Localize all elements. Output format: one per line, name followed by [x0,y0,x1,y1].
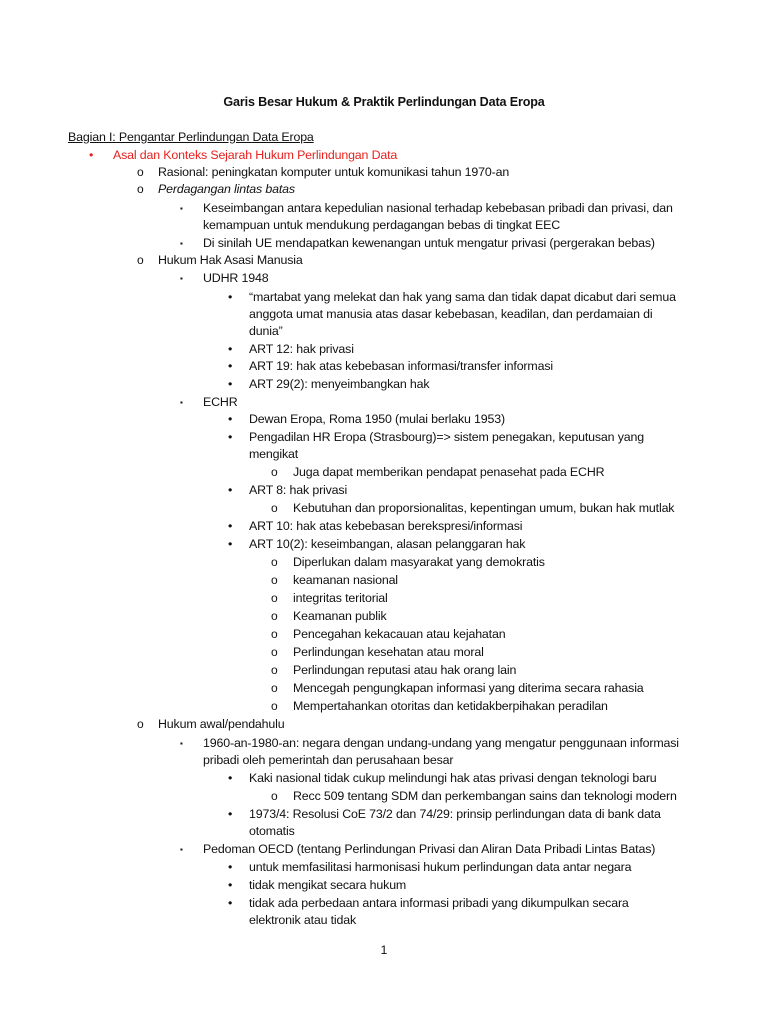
circle-bullet-icon: o [271,501,278,515]
outline-line: Keamanan publik [293,609,387,623]
circle-bullet-icon: o [271,645,278,659]
outline-line: Keseimbangan antara kepedulian nasional terhadap kebebasan pribadi dan privasi, dan [203,201,673,215]
outline-line: Mempertahankan otoritas dan ketidakberpihakan peradilan [293,699,608,713]
outline-line: anggota umat manusia atas dasar kebebasan, keadilan, dan perdamaian di [249,307,653,321]
dot-bullet-icon: • [228,430,233,444]
outline-line: ART 29(2): menyeimbangkan hak [249,377,430,391]
outline-line: Di sinilah UE mendapatkan kewenangan untuk mengatur privasi (pergerakan bebas) [203,236,655,250]
square-bullet-icon: ▪ [180,274,183,283]
outline-line: “martabat yang melekat dan hak yang sama dan tidak dapat dicabut dari semua [249,290,676,304]
outline-line: 1960-an-1980-an: negara dengan undang-undang yang mengatur penggunaan informasi [203,736,679,750]
outline-line: Mencegah pengungkapan informasi yang diterima secara rahasia [293,681,644,695]
outline-line: keamanan nasional [293,573,398,587]
outline-line: otomatis [249,824,295,838]
outline-line: ART 10(2): keseimbangan, alasan pelanggaran hak [249,537,526,551]
outline-line: 1973/4: Resolusi CoE 73/2 dan 74/29: prinsip perlindungan data di bank data [249,807,661,821]
outline-line: pribadi oleh pemerintah dan perusahaan besar [203,753,454,767]
outline-line: Perlindungan reputasi atau hak orang lain [293,663,517,677]
outline-line: ART 8: hak privasi [249,483,348,497]
outline-line: Kebutuhan dan proporsionalitas, kepentingan umum, bukan hak mutlak [293,501,675,515]
outline-line: untuk memfasilitasi harmonisasi hukum perlindungan data antar negara [249,860,632,874]
outline-line: Pencegahan kekacauan atau kejahatan [293,627,506,641]
outline-line: Recc 509 tentang SDM dan perkembangan sains dan teknologi modern [293,789,677,803]
outline-line: dunia” [249,324,283,338]
square-bullet-icon: ▪ [180,204,183,213]
circle-bullet-icon: o [137,253,144,267]
outline-line: Pengadilan HR Eropa (Strasbourg)=> sistem penegakan, keputusan yang [249,430,644,444]
circle-bullet-icon: o [271,681,278,695]
square-bullet-icon: ▪ [180,398,183,407]
square-bullet-icon: ▪ [180,739,183,748]
page-number: 1 [380,943,388,957]
circle-bullet-icon: o [271,465,278,479]
circle-bullet-icon: o [271,663,278,677]
outline-line: mengikat [249,447,299,461]
outline-line: Perdagangan lintas batas [158,182,295,196]
circle-bullet-icon: o [271,573,278,587]
outline-line: elektronik atau tidak [249,913,357,927]
circle-bullet-icon: o [271,555,278,569]
outline-line: Hukum Hak Asasi Manusia [158,253,303,267]
circle-bullet-icon: o [137,717,144,731]
outline-line: ECHR [203,395,238,409]
outline-line: tidak mengikat secara hukum [249,878,407,892]
dot-bullet-icon: • [228,359,233,373]
circle-bullet-icon: o [271,627,278,641]
outline-line: integritas teritorial [293,591,388,605]
outline-line: kemampuan untuk mendukung perdagangan bebas di tingkat EEC [203,218,561,232]
circle-bullet-icon: o [271,609,278,623]
section-heading: Bagian I: Pengantar Perlindungan Data Eropa [68,130,314,144]
dot-bullet-icon: • [228,878,233,892]
circle-bullet-icon: o [137,182,144,196]
outline-line: Perlindungan kesehatan atau moral [293,645,484,659]
dot-bullet-icon: • [228,412,233,426]
dot-bullet-icon: • [228,290,233,304]
circle-bullet-icon: o [137,165,144,179]
outline-line: UDHR 1948 [203,271,269,285]
outline-line: ART 12: hak privasi [249,342,354,356]
outline-line: Diperlukan dalam masyarakat yang demokratis [293,555,545,569]
outline-line: ART 19: hak atas kebebasan informasi/transfer informasi [249,359,553,373]
dot-bullet-icon: • [228,896,233,910]
circle-bullet-icon: o [271,789,278,803]
square-bullet-icon: ▪ [180,845,183,854]
dot-bullet-icon: • [228,807,233,821]
dot-bullet-icon: • [228,860,233,874]
outline-line: tidak ada perbedaan antara informasi pribadi yang dikumpulkan secara [249,896,629,910]
dot-bullet-icon: • [228,771,233,785]
outline-line: Dewan Eropa, Roma 1950 (mulai berlaku 1953) [249,412,505,426]
dot-bullet-icon: • [228,377,233,391]
circle-bullet-icon: o [271,699,278,713]
outline-line: Juga dapat memberikan pendapat penasehat pada ECHR [293,465,605,479]
dot-bullet-icon: • [228,483,233,497]
outline-line: ART 10: hak atas kebebasan berekspresi/informasi [249,519,523,533]
square-bullet-icon: ▪ [180,239,183,248]
outline-line: Rasional: peningkatan komputer untuk komunikasi tahun 1970-an [158,165,510,179]
circle-bullet-icon: o [271,591,278,605]
dot-bullet-icon: • [228,342,233,356]
outline-line: Hukum awal/pendahulu [158,717,285,731]
document-title: Garis Besar Hukum & Praktik Perlindungan Data Eropa [223,95,545,109]
dot-bullet-icon: • [228,519,233,533]
dot-bullet-icon: • [89,148,94,162]
outline-line: Kaki nasional tidak cukup melindungi hak atas privasi dengan teknologi baru [249,771,657,785]
dot-bullet-icon: • [228,537,233,551]
outline-line: Asal dan Konteks Sejarah Hukum Perlindungan Data [113,148,398,162]
outline-line: Pedoman OECD (tentang Perlindungan Privasi dan Aliran Data Pribadi Lintas Batas) [203,842,656,856]
